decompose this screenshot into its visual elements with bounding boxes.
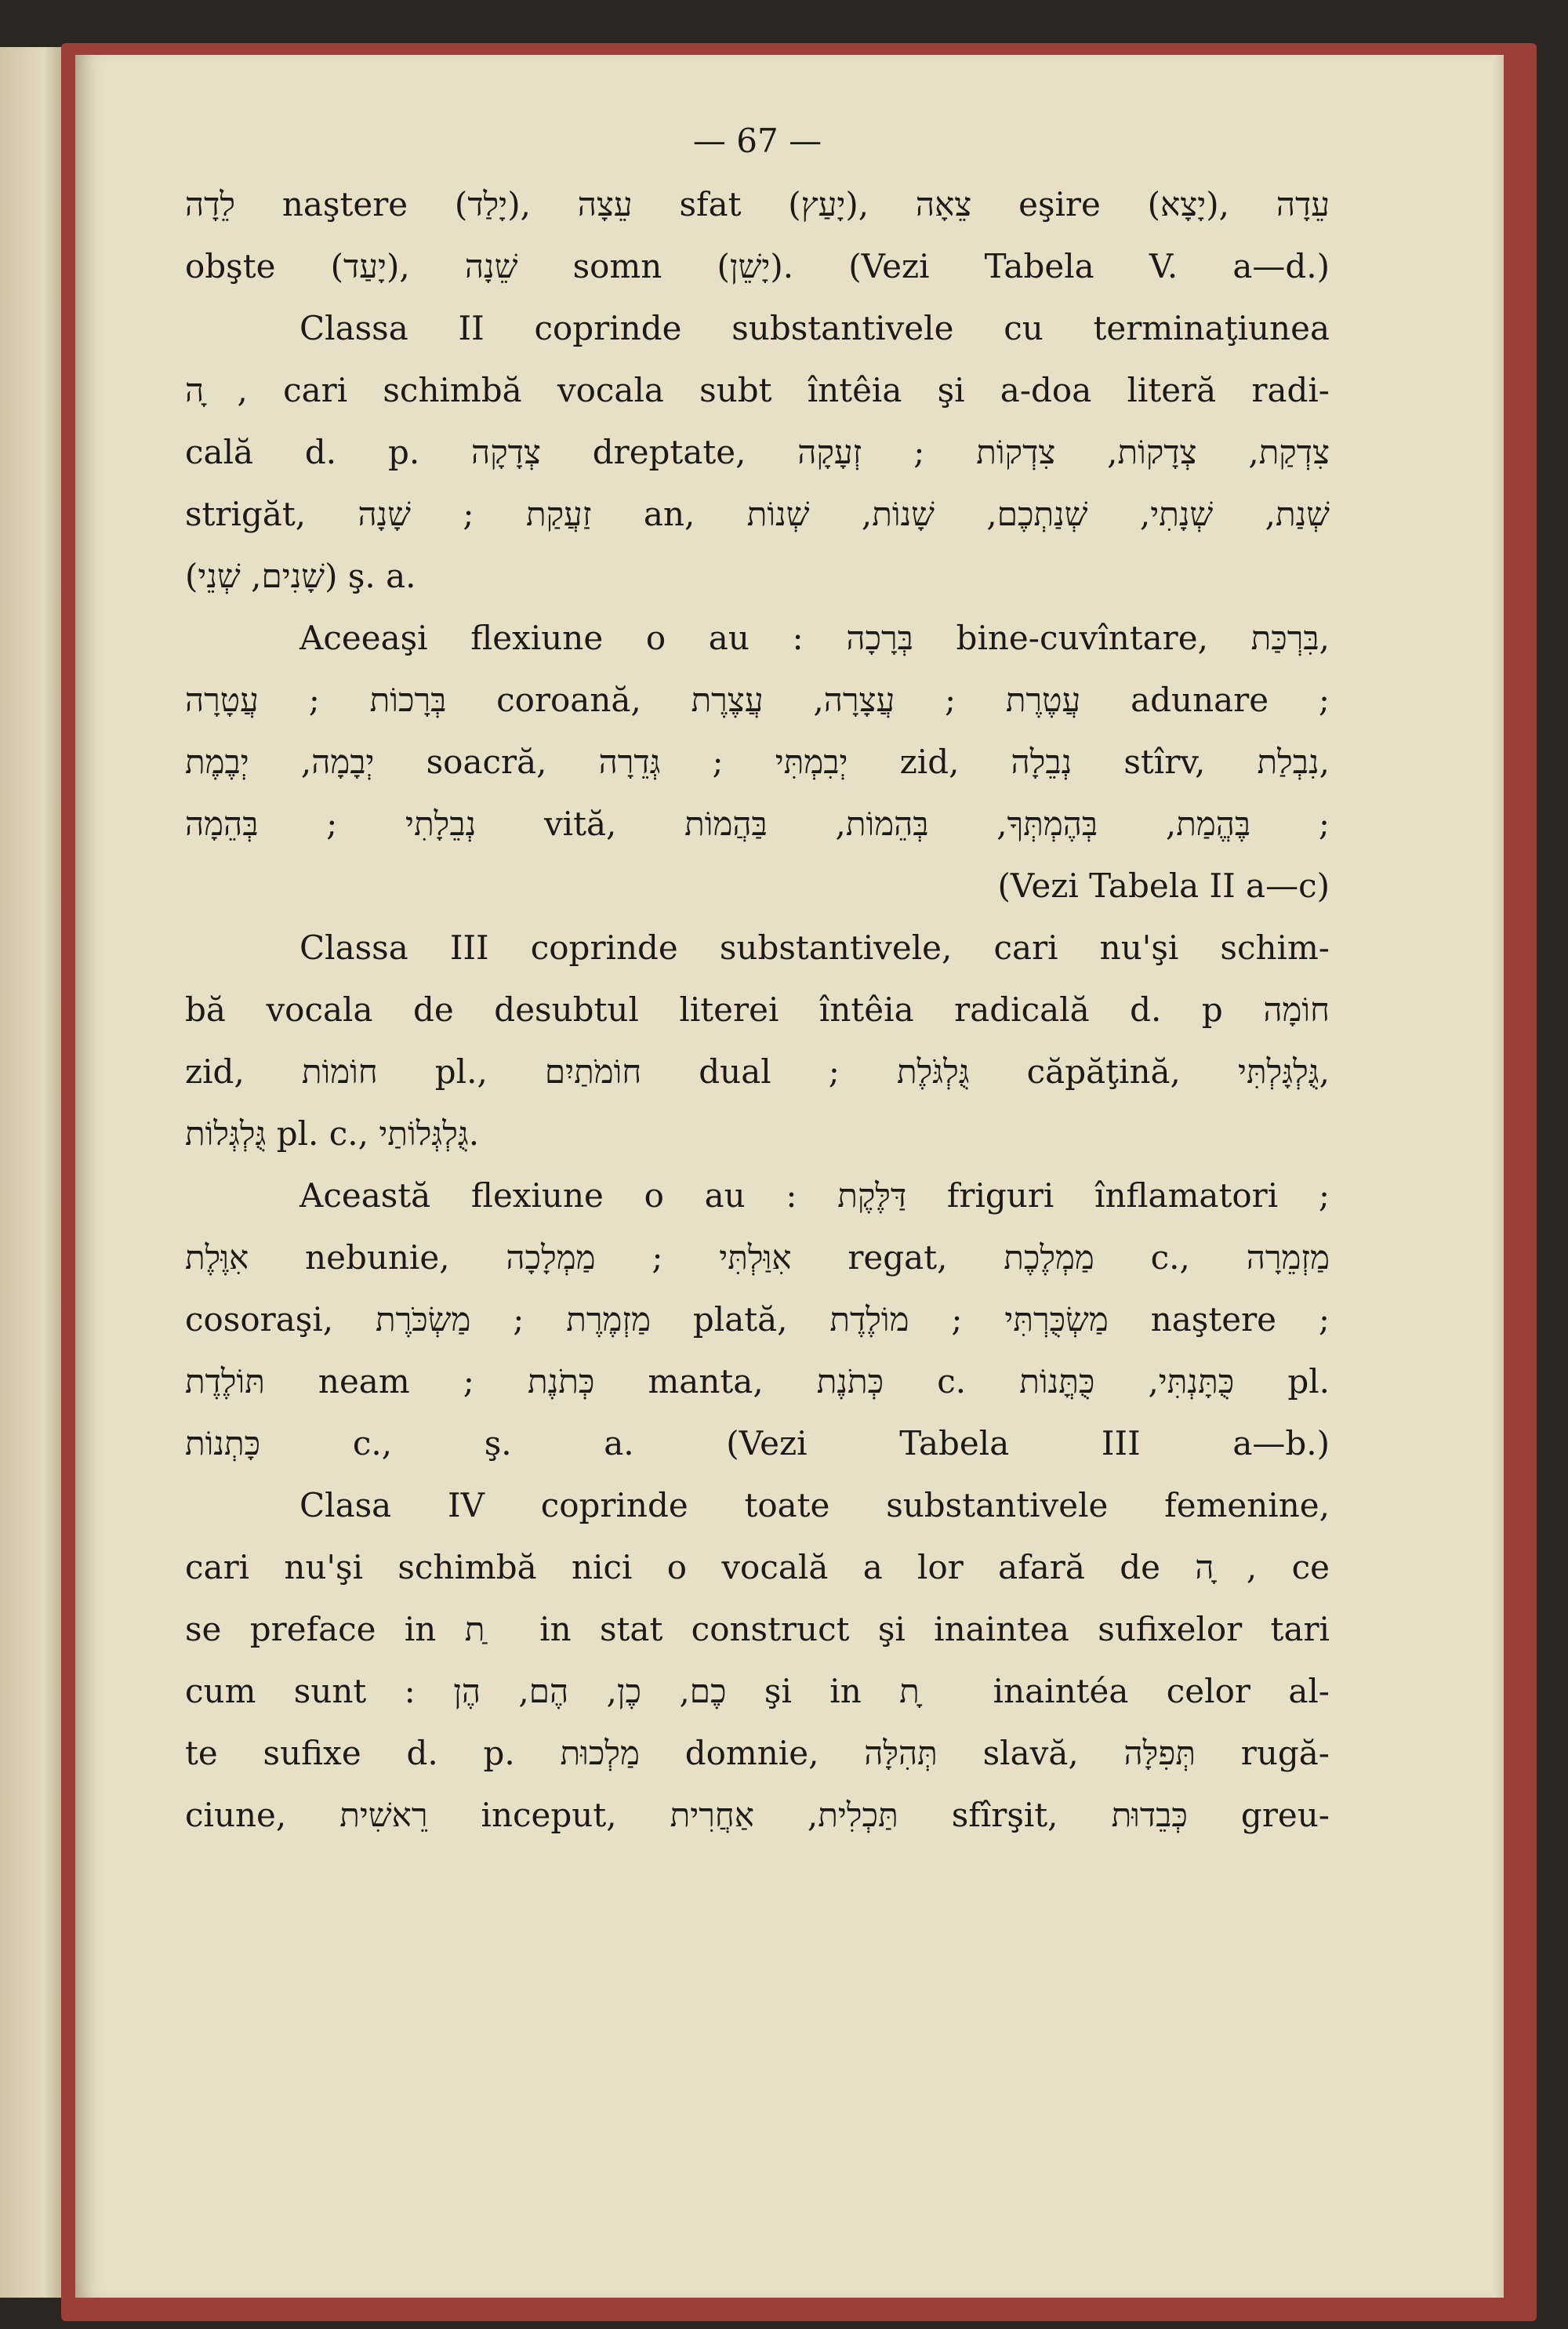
text-line: cum sunt : כֶם, כֶן, הֶם, הֶן şi in ת ָ inaintéa celor al- — [185, 1672, 1330, 1710]
text-line: נְבֵלָתִי ; בְּהֵמָה vită, בֶּהֱמַת, בְּהֶמְתְּךָ, בְּהֵמוֹת, בַּהֲמוֹת ; — [185, 805, 1330, 843]
text-line: Această flexiune o au : דַּלֶּקֶת friguri înflamatori ; — [299, 1176, 1330, 1215]
text-line: ciune, רֵאשִׁית inceput, תַּכְלִית, אַחֲרִית sfîrşit, כְּבֵדוּת greu- — [185, 1796, 1330, 1834]
text-line: strigăt, זַעֲקַת ; שָׁנָה an, שְׁנַת, שְׁנָתִי, שְׁנַתְכֶם, שָׁנוֹת, שְׁנוֹת — [185, 495, 1330, 533]
text-line: אִוֶּלֶת nebunie, אִוַּלְתִּי ; מַמְלָכָה regat, מַמְלֶכֶת c., מַזְמֵרָה — [185, 1238, 1330, 1277]
text-line: cală d. p. צְדָקָה dreptate, צִדְקַת, צְדָקוֹת, צִדְקוֹת ; זְעָקָה — [185, 433, 1330, 471]
page-text — [185, 110, 1330, 1846]
text-line: (Vezi Tabela II a—c) — [997, 867, 1330, 905]
text-line: se preface in ת ַ in stat construct şi inaintea sufixelor tari — [185, 1610, 1330, 1648]
text-line: Clasa IV coprinde toate substantivele femenine, — [299, 1486, 1330, 1524]
text-line: Classa III coprinde substantivele, cari nu'şi schim- — [299, 928, 1330, 967]
text-line: cari nu'şi schimbă nici o vocală a lor afară de ה ָ, ce — [185, 1548, 1330, 1586]
text-line: Aceeaşi flexiune o au : בְּרָכָה bine-cuvîntare, בִּרְכַּת, — [299, 619, 1330, 657]
text-line: zid, חוֹמוֹת pl., חוֹמֹתַיִם dual ; גֻּלְגֹּלֶת căpăţină, גֻּלְגָּלְתִּי, — [185, 1052, 1330, 1091]
text-line: יְבָמָה, יְבֶמֶת soacră, יְבִמְתִּי ; גְּדֵרָה zid, נְבֵלָה stîrv, נִבְלַת, — [185, 743, 1330, 781]
text-line: te sufixe d. p. מַלְכוּת domnie, תְּהִלָּה slavă, תְּפִלָּה rugă- — [185, 1734, 1330, 1772]
text-line: bă vocala de desubtul literei întêia radicală d. p חוֹמָה — [185, 990, 1330, 1029]
text-line: כָּתְנוֹת c., ş. a. (Vezi Tabela III a—b.) — [185, 1424, 1330, 1462]
book-page — [75, 55, 1504, 2298]
text-line: obşte (יָעַד), שֵׁנָה somn (יָשֵׁן). (Vezi Tabela V. a—d.) — [185, 247, 1330, 285]
text-line: ה ָ, cari schimbă vocala subt întêia şi a-doa literă radi- — [185, 371, 1330, 409]
text-line: לֵדָה naştere (יָלַד), עֵצָה sfat (יָעַץ), צֵאָה eşire (יָצָא), עֵדָה — [185, 185, 1330, 223]
text-line: Classa II coprinde substantivele cu terminaţiunea — [299, 309, 1330, 347]
text-line: (שָׁנִים, שְׁנֵי) ş. a. — [185, 557, 416, 595]
page-number: — 67 — — [692, 122, 822, 160]
text-line: תּוֹלֶדֶת neam ; כְּתֹנֶת manta, כְּתֹנֶת c. כֻּתָּנְתִּי, כֻּתֳּנוֹת pl. — [185, 1362, 1330, 1401]
text-line: גֻּלְגְּלוֹת pl. c., גֻּלְגְּלוֹתַי. — [185, 1114, 480, 1153]
page-edge — [1493, 55, 1504, 2298]
text-line: בְּרָכוֹת ; עֲטָרָה coroană, עֲטֶרֶת ; עֲצָרָה, עֲצֶרֶת adunare ; — [185, 681, 1330, 719]
text-lines — [185, 173, 1330, 1846]
left-page-edge — [0, 47, 63, 2298]
text-line: cosoraşi, מַזְמֶרֶת ; מַשְׂכֹּרֶת plată, מַשְׂכֻּרְתִּי ; מוֹלֶדֶת naştere ; — [185, 1300, 1330, 1339]
